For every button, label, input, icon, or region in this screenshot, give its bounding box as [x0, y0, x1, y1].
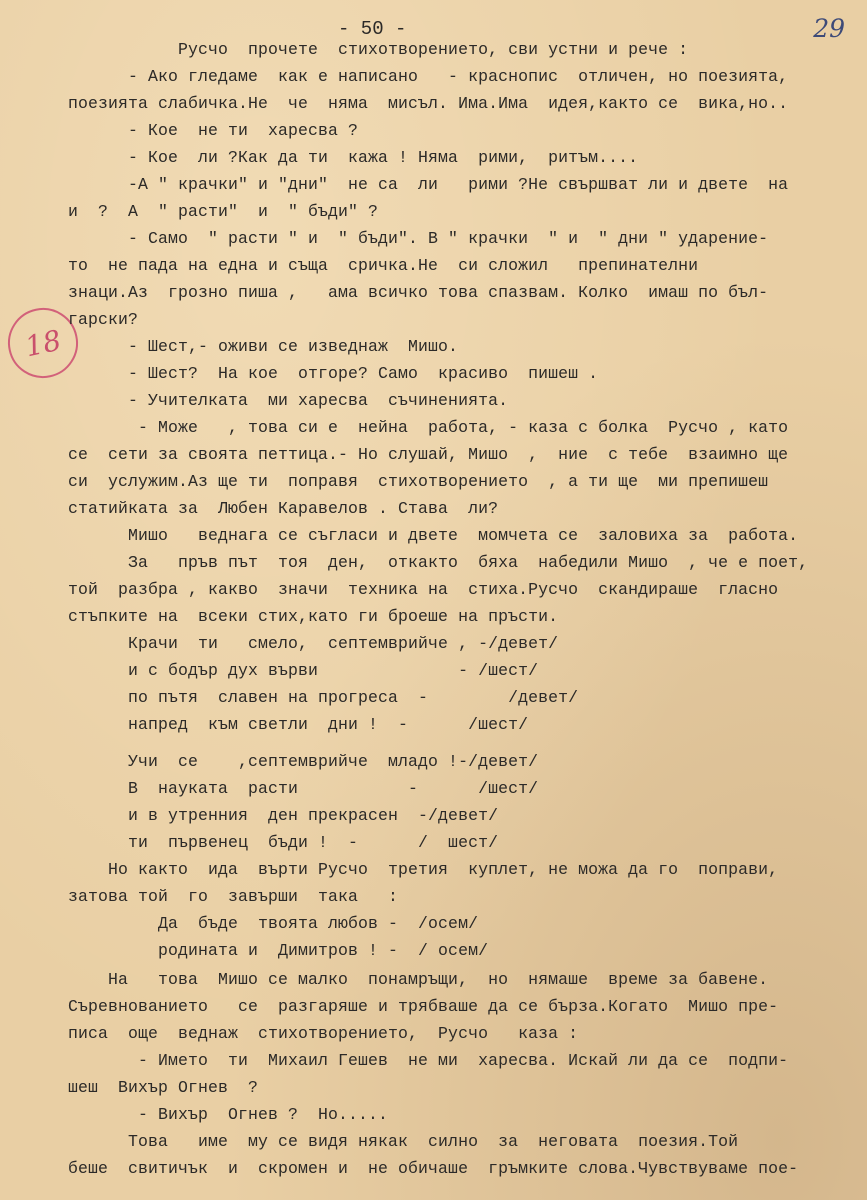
text-line: поезията слабичка.Не че няма мисъл. Има.Има идея,както се вика,но.. [68, 94, 789, 113]
text-line: и в утренния ден прекрасен -/девет/ [68, 806, 499, 825]
text-line: затова той го завърши така : [68, 887, 399, 906]
text-line: За пръв път тоя ден, откакто бяха набедили Мишо , че е поет, [68, 553, 809, 572]
text-line: Съревнованието се разгаряше и трябваше да се бърза.Когато Мишо пре- [68, 997, 779, 1016]
text-line: писа още веднаж стихотворението, Русчо каза : [68, 1024, 579, 1043]
stamp-number: 18 [22, 323, 64, 363]
text-line: Да бъде твоята любов - /осем/ [68, 914, 479, 933]
text-line: Учи се ,септемврийче младо !-/девет/ [68, 752, 539, 771]
text-line: На това Мишо се малко понамръщи, но нямаше време за бавене. [68, 970, 769, 989]
text-line: стъпките на всеки стих,като ги броеше на пръсти. [68, 607, 559, 626]
text-line: -А " крачки" и "дни" не са ли рими ?Не свършват ли и двете на [68, 175, 789, 194]
text-line: - Може , това си е нейна работа, - каза с болка Русчо , като [68, 418, 789, 437]
text-line: гарски? [68, 310, 139, 329]
text-line: и с бодър дух върви - /шест/ [68, 661, 539, 680]
text-line: - Шест,- оживи се изведнаж Мишо. [68, 337, 459, 356]
text-line: и ? А " расти" и " бъди" ? [68, 202, 379, 221]
text-line: Но както ида върти Русчо третия куплет, не можа да го поправи, [68, 860, 779, 879]
text-line: шеш Вихър Огнев ? [68, 1078, 259, 1097]
text-line: Русчо прочете стихотворението, сви устни и рече : [68, 40, 689, 59]
text-line: - Само " расти " и " бъди". В " крачки " и " дни " ударение- [68, 229, 769, 248]
text-line: се сети за своята петтица.- Но слушай, Мишо , ние с тебе взаимно ще [68, 445, 789, 464]
text-line: - Ако гледаме как е написано - краснопис отличен, но поезията, [68, 67, 789, 86]
text-line: си услужим.Аз ще ти поправя стихотворението , а ти ще ми препишеш [68, 472, 769, 491]
text-line: - Името ти Михаил Гешев не ми харесва. Искай ли да се подпи- [68, 1051, 789, 1070]
text-line: Това име му се видя някак силно за неговата поезия.Той [68, 1132, 739, 1151]
text-line: В науката расти - /шест/ [68, 779, 539, 798]
text-line: знаци.Аз грозно пиша , ама всичко това спазвам. Колко имаш по бъл- [68, 283, 769, 302]
text-line: родината и Димитров ! - / осем/ [68, 941, 489, 960]
text-line: той разбра , какво значи техника на стиха.Русчо скандираше гласно [68, 580, 779, 599]
text-line: - Учителката ми харесва съчиненията. [68, 391, 509, 410]
text-line: - Кое не ти харесва ? [68, 121, 359, 140]
text-line: - Шест? На кое отгоре? Само красиво пишеш . [68, 364, 599, 383]
text-line: напред към светли дни ! - /шест/ [68, 715, 529, 734]
text-line: Мишо веднага се съгласи и двете момчета се заловиха за работа. [68, 526, 799, 545]
page-number: - 50 - [338, 18, 407, 40]
archive-page-number: 29 [813, 14, 845, 43]
text-line: беше свитичък и скромен и не обичаше гръмките слова.Чувствуваме пое- [68, 1159, 799, 1178]
text-line: по пътя славен на прогреса - /девет/ [68, 688, 579, 707]
text-line: - Кое ли ?Как да ти кажа ! Няма рими, ритъм.... [68, 148, 639, 167]
text-line: - Вихър Огнев ? Но..... [68, 1105, 389, 1124]
text-line: Крачи ти смело, септемврийче , -/девет/ [68, 634, 559, 653]
text-line: ти първенец бъди ! - / шест/ [68, 833, 499, 852]
text-line: статийката за Любен Каравелов . Става ли? [68, 499, 499, 518]
text-line: то не пада на една и съща сричка.Не си сложил препинателни [68, 256, 699, 275]
